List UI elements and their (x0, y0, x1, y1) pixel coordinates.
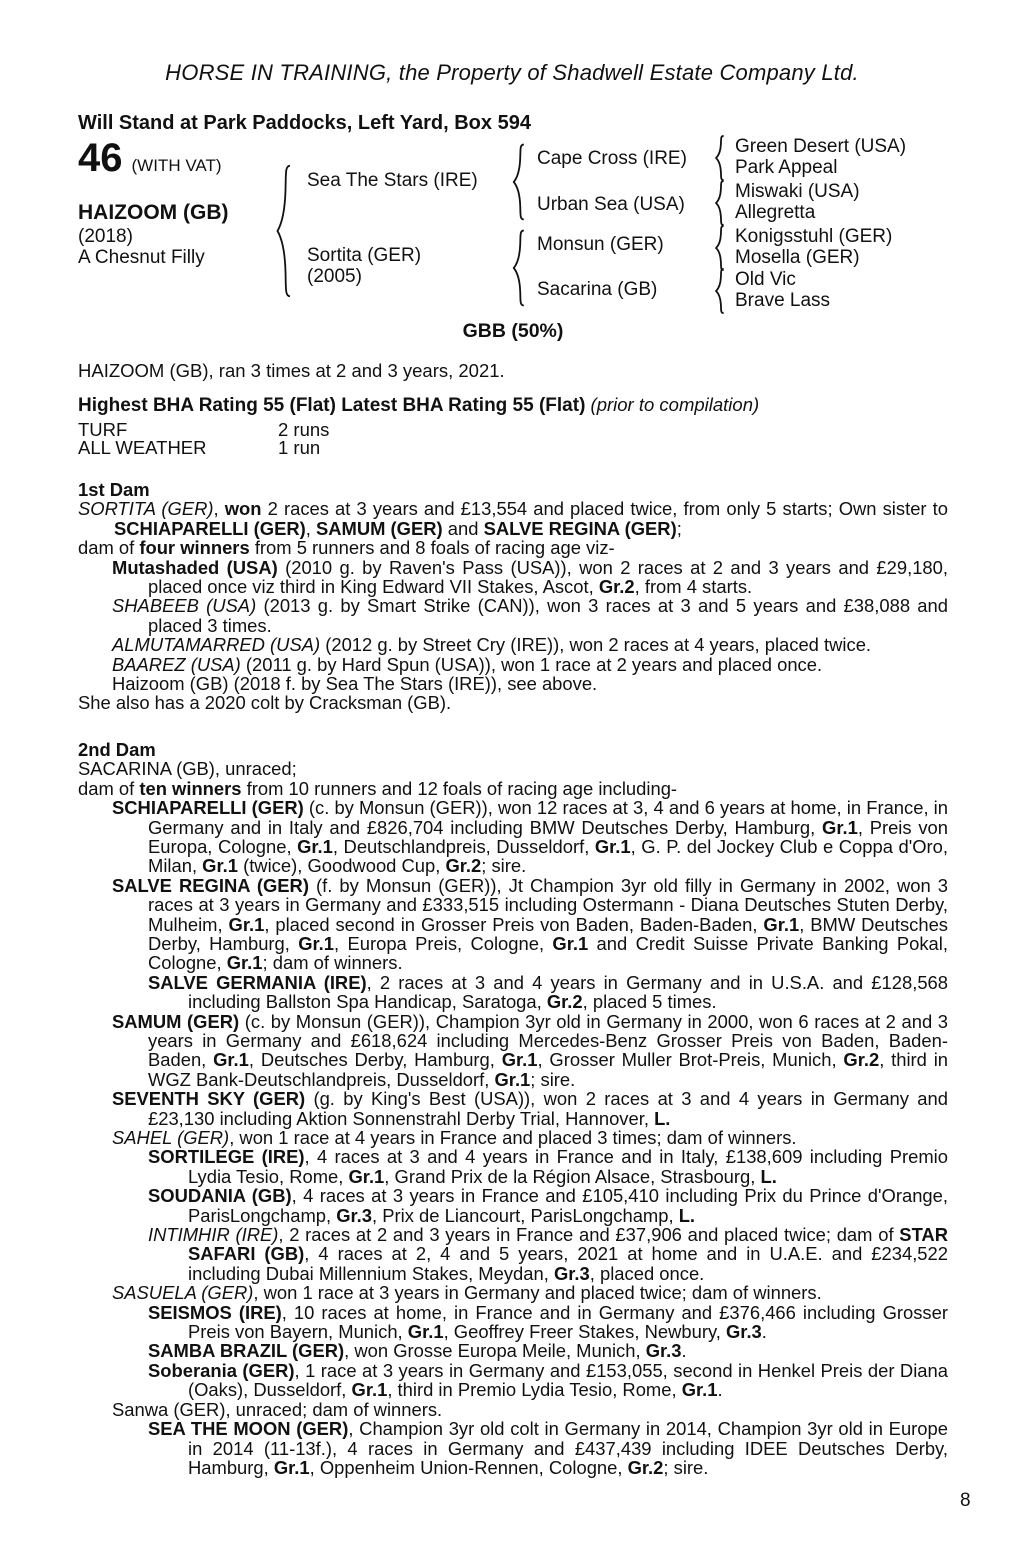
pedigree-brace-icon (714, 225, 726, 271)
text-segment: Soberania (GER) (148, 1359, 295, 1381)
catalogue-paragraph (78, 779, 948, 798)
text-segment: dam of (78, 537, 140, 559)
text-segment: Gr.1 (226, 952, 263, 974)
text-segment: , Champion 3yr old colt in Germany in 2014, Champion 3yr old in Europe in 2014 (11-13f.), 4 races in Germany and £437,439 including IDEE Deutsches Derby, Hamburg, (188, 1418, 948, 1478)
text-segment: Gr.3 (336, 1204, 373, 1226)
text-segment: ; sire. (663, 1456, 709, 1478)
text-segment: Mutashaded (USA) (112, 556, 278, 578)
text-segment: SASUELA (GER) (112, 1282, 254, 1304)
text-segment: (f. by Monsun (GER)), Jt Champion 3yr old filly in Germany in 2002, won 3 races at 3 years in Germany and £333,515 including Ostermann - Diana Deutsches Stuten Derby, Mulheim, (148, 874, 948, 935)
catalogue-paragraph (78, 1400, 948, 1419)
catalogue-paragraph (78, 1419, 948, 1477)
text-segment: Gr.1 (298, 932, 335, 954)
catalogue-paragraph (78, 558, 948, 597)
text-segment: Gr.1 (594, 835, 631, 857)
text-segment: Gr.2 (598, 576, 635, 598)
text-segment: (c. by Monsun (GER)), won 12 races at 3, 4 and 6 years at home, in France, in Germany and in Italy and £826,704 including BMW Deutsches Derby, Hamburg, (148, 797, 948, 838)
surface-value: 2 runs (278, 419, 330, 440)
text-segment: , placed second in Grosser Preis von Baden, Baden-Baden, (264, 913, 764, 935)
text-segment: , 2 races at 2 and 3 years in France and £37,906 and placed twice; dam of (278, 1224, 900, 1246)
catalogue-paragraph (78, 1283, 948, 1302)
text-segment: (twice), Goodwood Cup, (237, 855, 446, 877)
text-segment: L. (760, 1165, 777, 1187)
text-segment: SALVE REGINA (GER) (112, 874, 309, 896)
text-segment: , BMW Deutsches Derby, Hamburg, (148, 913, 948, 954)
pedigree-pair-gen3 (735, 182, 860, 223)
text-segment: Gr.1 (407, 1321, 444, 1343)
catalogue-paragraph (78, 655, 948, 674)
surface-allweather-row (78, 437, 320, 459)
pedigree-name-gen3: Green Desert (USA) (735, 136, 907, 157)
pedigree-name-gen3: Park Appeal (735, 156, 838, 178)
catalogue-paragraph (78, 759, 948, 778)
catalogue-paragraph (78, 674, 948, 693)
pedigree-name-gen3: Miswaki (USA) (735, 181, 860, 202)
catalogue-paragraph (78, 1128, 948, 1147)
text-segment: Haizoom (GB) (2018 f. by Sea The Stars (IRE)), see above. (112, 673, 598, 695)
dam-name (307, 245, 421, 287)
pedigree-name-gen2: Urban Sea (USA) (537, 194, 685, 215)
catalogue-paragraph (78, 1147, 948, 1186)
pedigree-brace-icon (511, 143, 527, 221)
text-segment: SAMUM (GER) (112, 1010, 240, 1032)
pedigree-brace-icon (511, 229, 527, 307)
pedigree-name-gen3: Mosella (GER) (735, 246, 860, 268)
text-segment: (c. by Monsun (GER)), Champion 3yr old in Germany in 2000, won 6 races at 2 and 3 years in Germany and £618,624 including Mercedes-Benz Grosser Preis von Baden, Baden-Baden, (148, 1010, 948, 1071)
text-segment: SEISMOS (IRE) (148, 1301, 282, 1323)
pedigree-brace-icon (714, 135, 726, 181)
stand-location: Will Stand at Park Paddocks, Left Yard, Box 594 (78, 112, 531, 134)
catalogue-paragraph (78, 1341, 948, 1360)
page-number: 8 (960, 1490, 971, 1511)
text-segment: Gr.1 (273, 1456, 310, 1478)
horse-name: HAIZOOM (GB) (78, 201, 229, 224)
text-segment: , third in Premio Lydia Tesio, Rome, (387, 1379, 682, 1401)
text-segment: , won Grosse Europa Meile, Munich, (344, 1340, 646, 1362)
text-segment: STAR SAFARI (GB) (188, 1224, 948, 1265)
pedigree-pair-gen3 (735, 227, 892, 268)
text-segment: , 10 races at home, in France and in Germany and £376,466 including Grosser Preis von Bayern, Munich, (188, 1301, 948, 1343)
text-segment: She also has a 2020 colt by Cracksman (GB). (78, 692, 452, 714)
text-segment: . (761, 1321, 767, 1343)
text-segment: from 5 runners and 8 foals of racing age viz- (249, 537, 615, 559)
catalogue-paragraph (78, 1225, 948, 1283)
text-segment: , Oppenheim Union-Rennen, Cologne, (309, 1456, 628, 1478)
catalogue-paragraph (78, 635, 948, 654)
text-segment: won (224, 498, 262, 520)
gbb-badge: GBB (50%) (462, 320, 564, 342)
pedigree-name-gen2: Monsun (GER) (537, 234, 664, 255)
text-segment: Gr.2 (546, 991, 583, 1013)
text-segment: Gr.1 (681, 1379, 718, 1401)
pedigree-brace-icon (714, 180, 726, 226)
text-segment: SACARINA (GB), unraced; (78, 758, 297, 780)
text-segment: SHABEEB (USA) (112, 595, 257, 617)
catalogue-paragraph (78, 1361, 948, 1400)
text-segment: Gr.2 (627, 1456, 664, 1478)
pedigree-name-gen3: Old Vic (735, 269, 796, 290)
text-segment: Gr.1 (202, 855, 238, 877)
bha-rating-note: (prior to compilation) (590, 394, 760, 415)
text-segment: . (717, 1379, 723, 1401)
text-segment: SOUDANIA (GB) (148, 1185, 292, 1207)
text-segment: SCHIAPARELLI (GER) (112, 797, 304, 819)
catalogue-paragraph (78, 1303, 948, 1342)
text-segment: ; dam of winners. (262, 952, 403, 974)
surface-label: TURF (78, 419, 128, 440)
pedigree-pair-gen3 (735, 270, 830, 311)
text-segment: , Geoffrey Freer Stakes, Newbury, (443, 1321, 726, 1343)
pedigree-name-gen3: Brave Lass (735, 289, 831, 311)
text-segment: . (681, 1340, 687, 1362)
catalogue-paragraph (78, 693, 948, 712)
text-segment: Gr.1 (297, 835, 333, 857)
pedigree-name-gen3: Konigsstuhl (GER) (735, 226, 893, 247)
catalogue-paragraph (78, 1186, 948, 1225)
bha-rating (78, 394, 759, 417)
text-segment: ALMUTAMARRED (USA) (112, 634, 321, 656)
text-segment: , (305, 517, 316, 539)
catalogue-paragraph (78, 876, 948, 973)
text-segment: SAMUM (GER) (315, 517, 443, 539)
pedigree-brace-icon (274, 163, 294, 299)
text-segment: , 4 races at 2, 4 and 5 years, 2021 at home and in U.A.E. and £234,522 including Dubai Millennium Stakes, Meydan, (188, 1243, 948, 1284)
text-segment: SORTILEGE (IRE) (148, 1146, 305, 1168)
surface-value: 1 run (278, 437, 321, 458)
text-segment: INTIMHIR (IRE) (148, 1224, 279, 1246)
surface-label: ALL WEATHER (78, 437, 207, 458)
text-segment: BAAREZ (USA) (112, 653, 241, 675)
section-heading: 2nd Dam (78, 738, 156, 760)
pedigree-name-gen2: Sacarina (GB) (537, 279, 658, 300)
text-segment: , from 4 starts. (634, 576, 753, 598)
text-segment: Gr.1 (822, 816, 858, 838)
text-segment: Gr.2 (445, 855, 482, 877)
text-segment: Sanwa (GER), unraced; dam of winners. (112, 1398, 443, 1420)
catalogue-paragraph (78, 1089, 948, 1128)
catalogue-paragraph (78, 596, 948, 635)
text-segment: SAMBA BRAZIL (GER) (148, 1340, 345, 1362)
catalogue-paragraph (78, 798, 948, 876)
text-segment: Gr.1 (552, 932, 589, 954)
text-segment: ; sire. (530, 1068, 576, 1090)
text-segment: , Preis von Europa, Cologne, (148, 816, 948, 857)
text-segment: (2011 g. by Hard Spun (USA)), won 1 race at 2 years and placed once. (240, 653, 823, 675)
text-segment: SALVE REGINA (GER) (483, 517, 677, 539)
text-segment: SAHEL (GER) (112, 1127, 230, 1148)
text-segment: (2010 g. by Raven's Pass (USA)), won 2 races at 2 and 3 years and £29,180, placed once viz third in King Edward VII Stakes, Ascot, (148, 556, 948, 598)
pedigree-pair-gen3 (735, 137, 906, 178)
text-segment: Gr.1 (501, 1049, 538, 1071)
text-segment: , 4 races at 3 years in France and £105,410 including Prix du Prince d'Orange, ParisLongchamp, (188, 1185, 948, 1226)
text-segment: Gr.1 (351, 1379, 388, 1401)
text-segment: ; (676, 517, 682, 539)
vat-note: (WITH VAT) (131, 156, 222, 175)
text-segment: (g. by King's Best (USA)), won 2 races at 3 and 4 years in Germany and £23,130 including Aktion Sonnenstrahl Derby Trial, Hannover, (148, 1088, 948, 1129)
text-segment: , Deutsches Derby, Hamburg, (248, 1049, 502, 1071)
text-segment: , placed once. (589, 1262, 705, 1284)
text-segment: L. (654, 1107, 671, 1129)
text-segment: , Deutschlandpreis, Dusseldorf, (332, 835, 595, 857)
text-segment: Gr.3 (645, 1340, 682, 1362)
text-segment: SEA THE MOON (GER) (148, 1418, 349, 1440)
catalogue-paragraph (78, 538, 948, 557)
text-segment: , placed 5 times. (582, 991, 717, 1013)
text-segment: from 10 runners and 12 foals of racing age including- (241, 777, 678, 799)
text-segment: Gr.2 (843, 1049, 880, 1071)
text-segment: , Grosser Muller Brot-Preis, Munich, (537, 1049, 844, 1071)
text-segment: Gr.1 (494, 1068, 531, 1090)
text-segment: , 2 races at 3 and 4 years in Germany and in U.S.A. and £128,568 including Ballston Spa Handicap, Saratoga, (188, 971, 948, 1013)
text-segment: Gr.3 (726, 1321, 762, 1343)
catalogue-paragraph (78, 1012, 948, 1090)
text-segment: , Grand Prix de la Région Alsace, Strasbourg, (384, 1165, 761, 1187)
pedigree-details (78, 480, 948, 1477)
text-segment: SORTITA (GER) (78, 498, 214, 520)
text-segment: SEVENTH SKY (GER) (112, 1088, 306, 1110)
text-segment: L. (678, 1204, 696, 1226)
text-segment: and Credit Suisse Private Banking Pokal, Cologne, (148, 932, 948, 974)
pedigree-brace-icon (714, 268, 726, 314)
text-segment: Gr.1 (763, 913, 800, 935)
text-segment: (2012 g. by Street Cry (IRE)), won 2 races at 4 years, placed twice. (320, 634, 872, 656)
text-segment: , 4 races at 3 and 4 years in France and in Italy, £138,609 including Premio Lydia Tesio, Rome, (188, 1146, 948, 1187)
text-segment: and (442, 517, 484, 539)
lot-number: 46 (78, 136, 123, 180)
text-segment: four winners (139, 537, 250, 559)
page-title: HORSE IN TRAINING, the Property of Shadwell Estate Company Ltd. (165, 60, 859, 85)
pedigree-name-gen3: Allegretta (735, 201, 816, 223)
dam-name-line: Sortita (GER) (307, 245, 422, 266)
text-segment: dam of (78, 777, 140, 799)
text-segment: ten winners (139, 777, 242, 799)
text-segment: Gr.1 (213, 1049, 249, 1071)
text-segment: 2 races at 3 years and £13,554 and placed twice, from only 5 starts; Own sister to (261, 498, 948, 520)
sire-name: Sea The Stars (IRE) (307, 170, 478, 191)
text-segment: , Prix de Liancourt, ParisLongchamp, (372, 1204, 679, 1226)
section-heading: 1st Dam (78, 479, 150, 500)
lot-header (78, 138, 222, 178)
dam-year: (2005) (307, 266, 362, 287)
horse-description: A Chesnut Filly (78, 247, 205, 268)
foal-year: (2018) (78, 226, 133, 247)
text-segment: , Europa Preis, Cologne, (334, 932, 553, 954)
text-segment: ; sire. (481, 855, 527, 877)
text-segment: , won 1 race at 3 years in Germany and placed twice; dam of winners. (253, 1282, 822, 1304)
text-segment: (2013 g. by Smart Strike (CAN)), won 3 races at 3 and 5 years and £38,088 and placed 3 times. (148, 595, 948, 636)
pedigree-name-gen2: Cape Cross (IRE) (537, 148, 687, 169)
text-segment: , 1 race at 3 years in Germany and £153,055, second in Henkel Preis der Diana (Oaks), Dusseldorf, (188, 1359, 948, 1401)
catalogue-paragraph (78, 499, 948, 538)
text-segment: , third in WGZ Bank-Deutschlandpreis, Dusseldorf, (148, 1049, 949, 1090)
text-segment: SCHIAPARELLI (GER) (114, 517, 306, 539)
text-segment: , G. P. del Jockey Club e Coppa d'Oro, Milan, (148, 835, 948, 877)
text-segment: Gr.1 (228, 913, 265, 935)
text-segment: , (213, 498, 225, 520)
bha-rating-values: Highest BHA Rating 55 (Flat) Latest BHA Rating 55 (Flat) (78, 395, 586, 416)
race-record-summary: HAIZOOM (GB), ran 3 times at 2 and 3 years, 2021. (78, 360, 505, 381)
text-segment: Gr.1 (348, 1165, 385, 1187)
catalogue-paragraph (78, 973, 948, 1012)
text-segment: , won 1 race at 4 years in France and placed 3 times; dam of winners. (229, 1127, 797, 1148)
text-segment: Gr.3 (553, 1262, 590, 1284)
text-segment: SALVE GERMANIA (IRE) (148, 971, 367, 993)
